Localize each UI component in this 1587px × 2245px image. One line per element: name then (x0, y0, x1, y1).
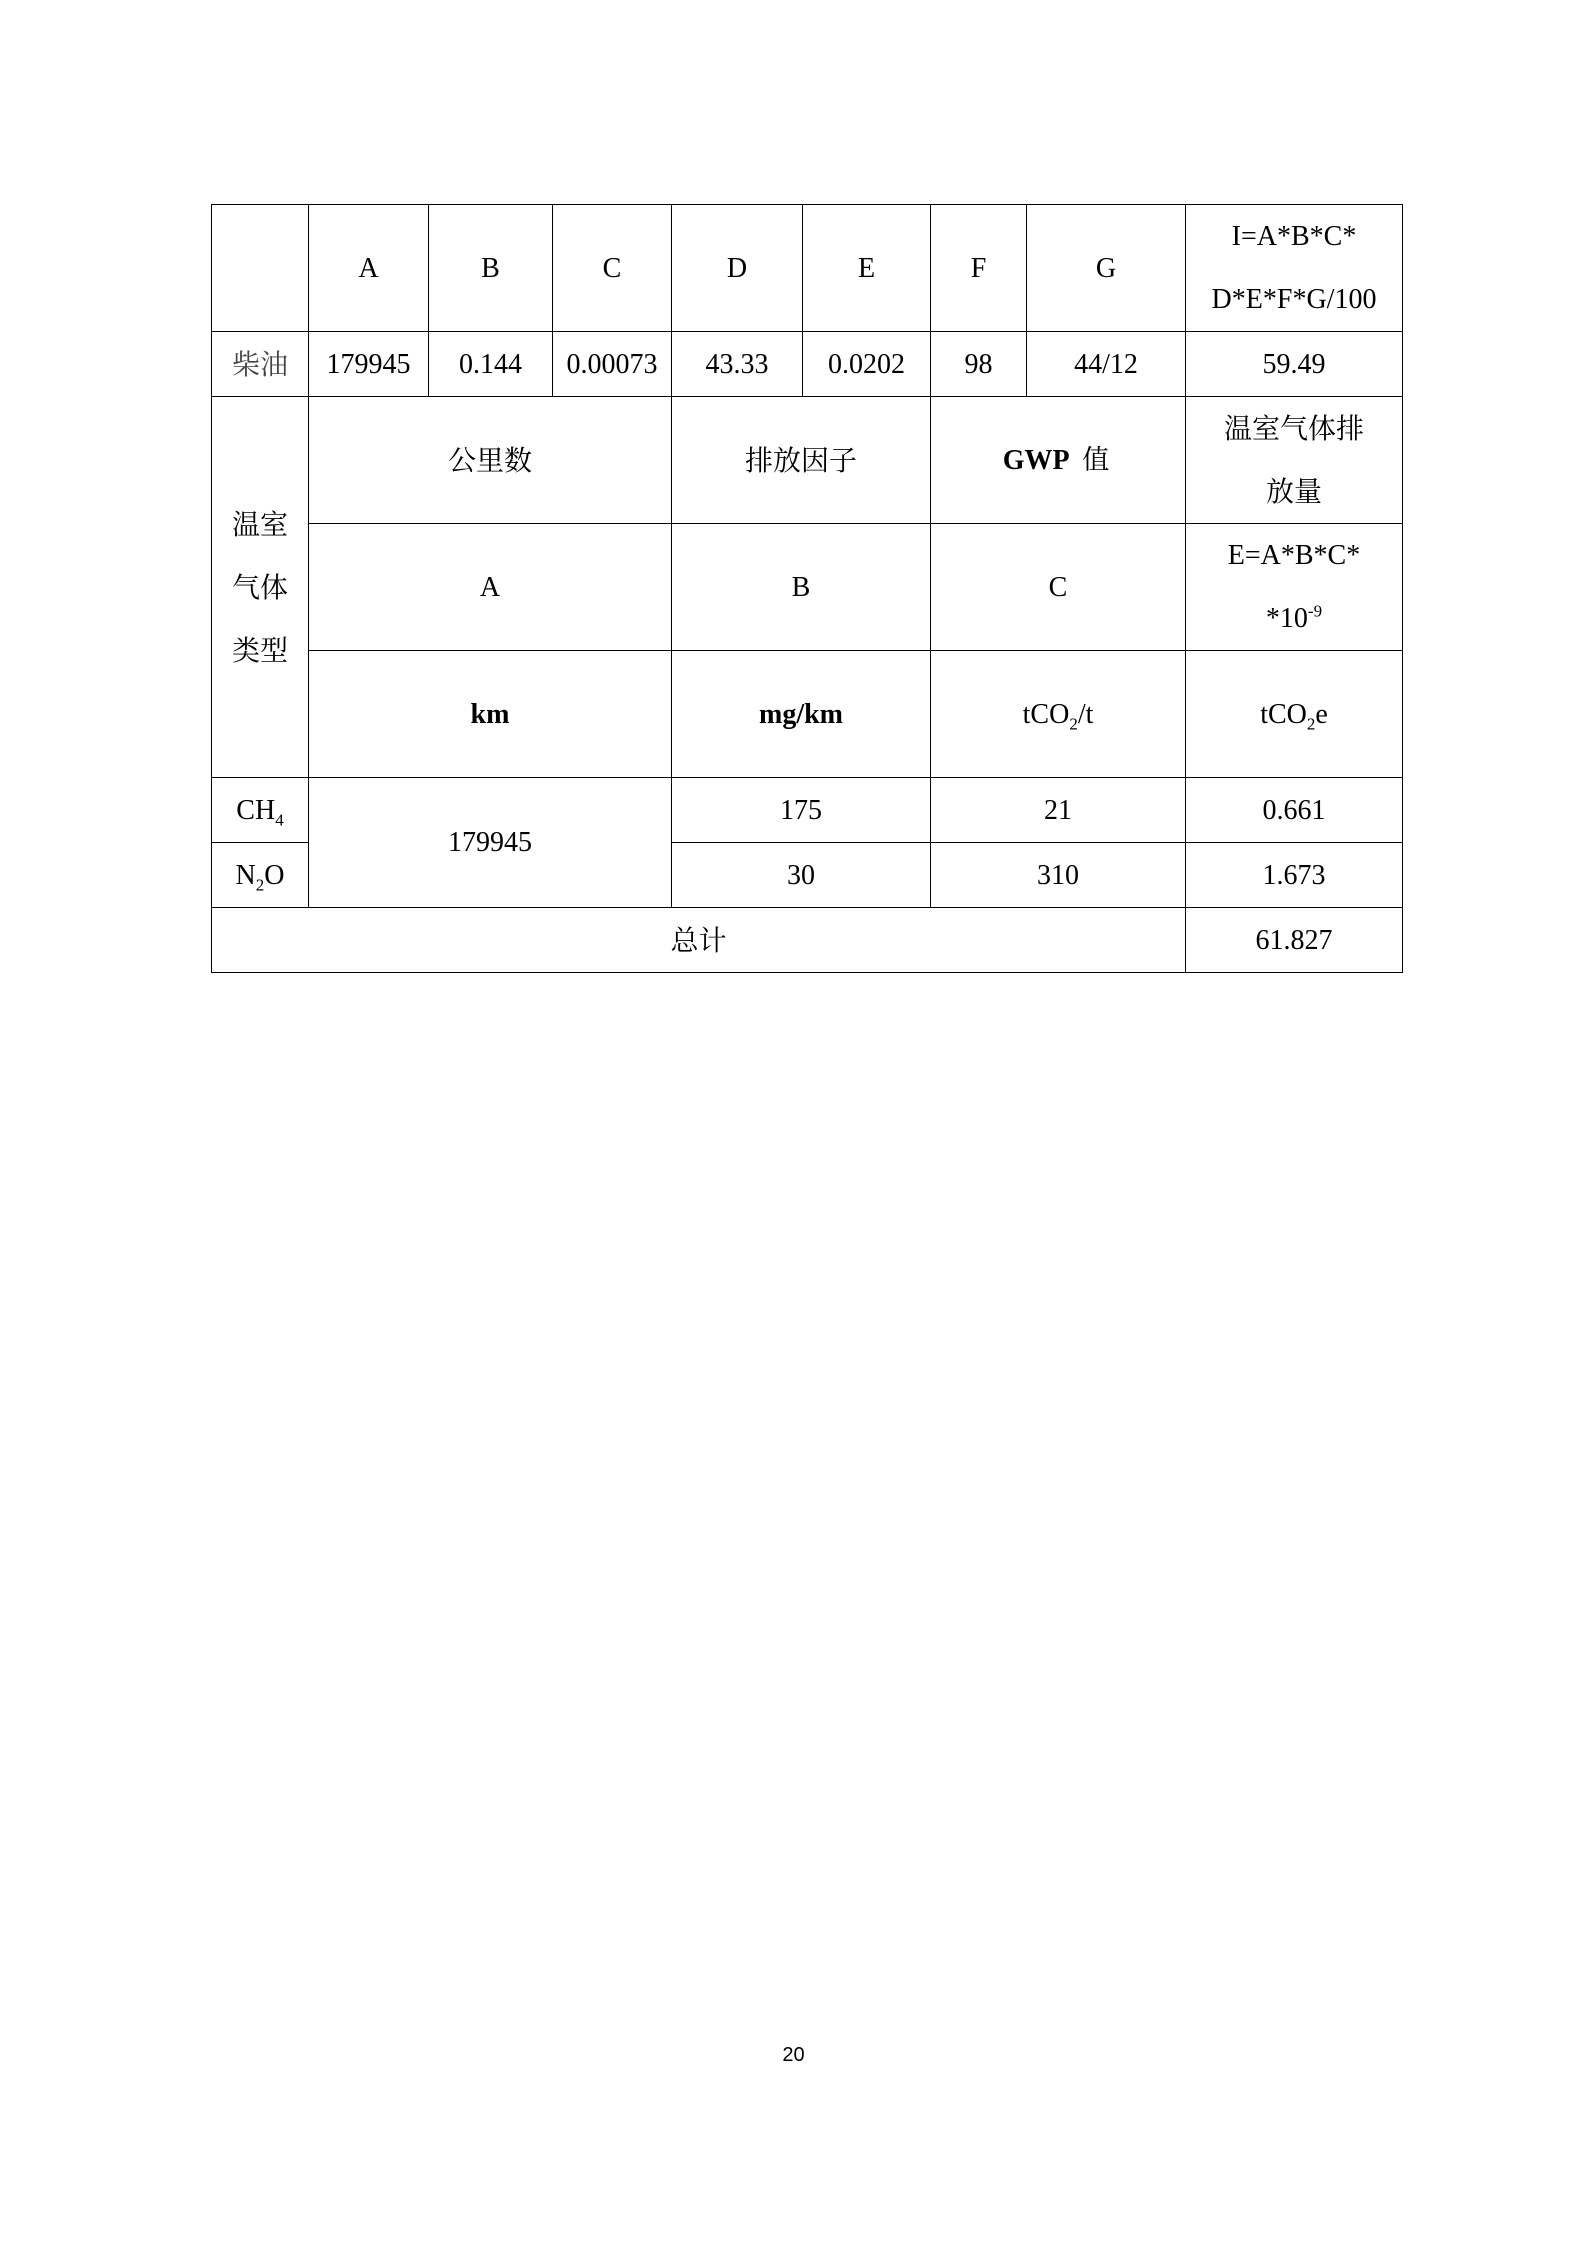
formula-line-2: D*E*F*G/100 (1211, 284, 1377, 315)
ghg-units-row (212, 651, 1403, 778)
n2o-label-sub: 2 (255, 875, 265, 895)
ghg-type-label-line-1: 温室 (231, 507, 288, 541)
diesel-value-b: 0.144 (429, 332, 553, 397)
ch4-emissions: 0.661 (1186, 778, 1403, 843)
total-label: 总计 (212, 908, 1186, 973)
header-row (212, 205, 1403, 332)
letter-a: A (309, 524, 672, 651)
emissions-formula-exponent: -9 (1307, 601, 1323, 621)
emissions-header (1186, 397, 1403, 524)
ghg-type-label-line-2: 气体 (231, 570, 288, 604)
ghg-type-label-line-3: 类型 (231, 633, 288, 667)
ghg-letters-row (212, 524, 1403, 651)
col-header-d: D (672, 205, 803, 332)
emissions-formula-base: *10 (1265, 603, 1308, 634)
col-header-g: G (1027, 205, 1186, 332)
unit-tco2e-sub: 2 (1306, 714, 1316, 734)
unit-tco2-per-t-post: /t (1077, 698, 1094, 730)
diesel-row (212, 332, 1403, 397)
n2o-factor: 30 (672, 843, 931, 908)
unit-tco2-per-t (931, 651, 1186, 778)
n2o-label-post: O (264, 859, 285, 891)
emissions-header-line-1: 温室气体排 (1223, 412, 1364, 445)
shared-km-value: 179945 (309, 778, 672, 908)
ghg-header-row (212, 397, 1403, 524)
diesel-value-f: 98 (931, 332, 1027, 397)
diesel-value-c: 0.00073 (553, 332, 672, 397)
emissions-formula (1186, 524, 1403, 651)
ch4-label-pre: CH (236, 794, 276, 826)
n2o-gwp: 310 (931, 843, 1186, 908)
blank-corner-cell (212, 205, 309, 332)
col-header-b: B (429, 205, 553, 332)
n2o-label-pre: N (235, 859, 256, 891)
emissions-formula-line-2 (1186, 587, 1402, 650)
diesel-label: 柴油 (212, 332, 309, 397)
unit-tco2-per-t-pre: tCO (1022, 698, 1070, 730)
col-header-a: A (309, 205, 429, 332)
unit-km: km (309, 651, 672, 778)
letter-b: B (672, 524, 931, 651)
n2o-emissions: 1.673 (1186, 843, 1403, 908)
gwp-header-suffix: 值 (1069, 444, 1114, 476)
ch4-label-sub: 4 (275, 810, 284, 830)
ch4-factor: 175 (672, 778, 931, 843)
diesel-value-e: 0.0202 (803, 332, 931, 397)
emissions-header-line-2: 放量 (1265, 475, 1322, 508)
col-header-formula (1186, 205, 1403, 332)
unit-tco2e-post: e (1315, 698, 1328, 730)
gwp-header (931, 397, 1186, 524)
ch4-gwp: 21 (931, 778, 1186, 843)
diesel-value-a: 179945 (309, 332, 429, 397)
ch4-row (212, 778, 1403, 843)
unit-tco2e (1186, 651, 1403, 778)
unit-mg-per-km: mg/km (672, 651, 931, 778)
letter-c: C (931, 524, 1186, 651)
diesel-value-g: 44/12 (1027, 332, 1186, 397)
page-number: 20 (782, 2044, 805, 2066)
col-header-e: E (803, 205, 931, 332)
col-header-f: F (931, 205, 1027, 332)
diesel-result: 59.49 (1186, 332, 1403, 397)
unit-tco2e-pre: tCO (1260, 698, 1307, 730)
unit-tco2-per-t-sub: 2 (1069, 714, 1078, 734)
emissions-formula-line-1: E=A*B*C* (1227, 540, 1361, 571)
formula-line-1: I=A*B*C* (1231, 221, 1357, 252)
emissions-table (211, 204, 1403, 973)
total-row (212, 908, 1403, 973)
emission-factor-header: 排放因子 (672, 397, 931, 524)
gwp-header-bold: GWP (1002, 444, 1070, 476)
diesel-value-d: 43.33 (672, 332, 803, 397)
ghg-type-label (212, 397, 309, 778)
km-count-header: 公里数 (309, 397, 672, 524)
col-header-c: C (553, 205, 672, 332)
ch4-label (212, 778, 309, 843)
total-value: 61.827 (1186, 908, 1403, 973)
n2o-label (212, 843, 309, 908)
